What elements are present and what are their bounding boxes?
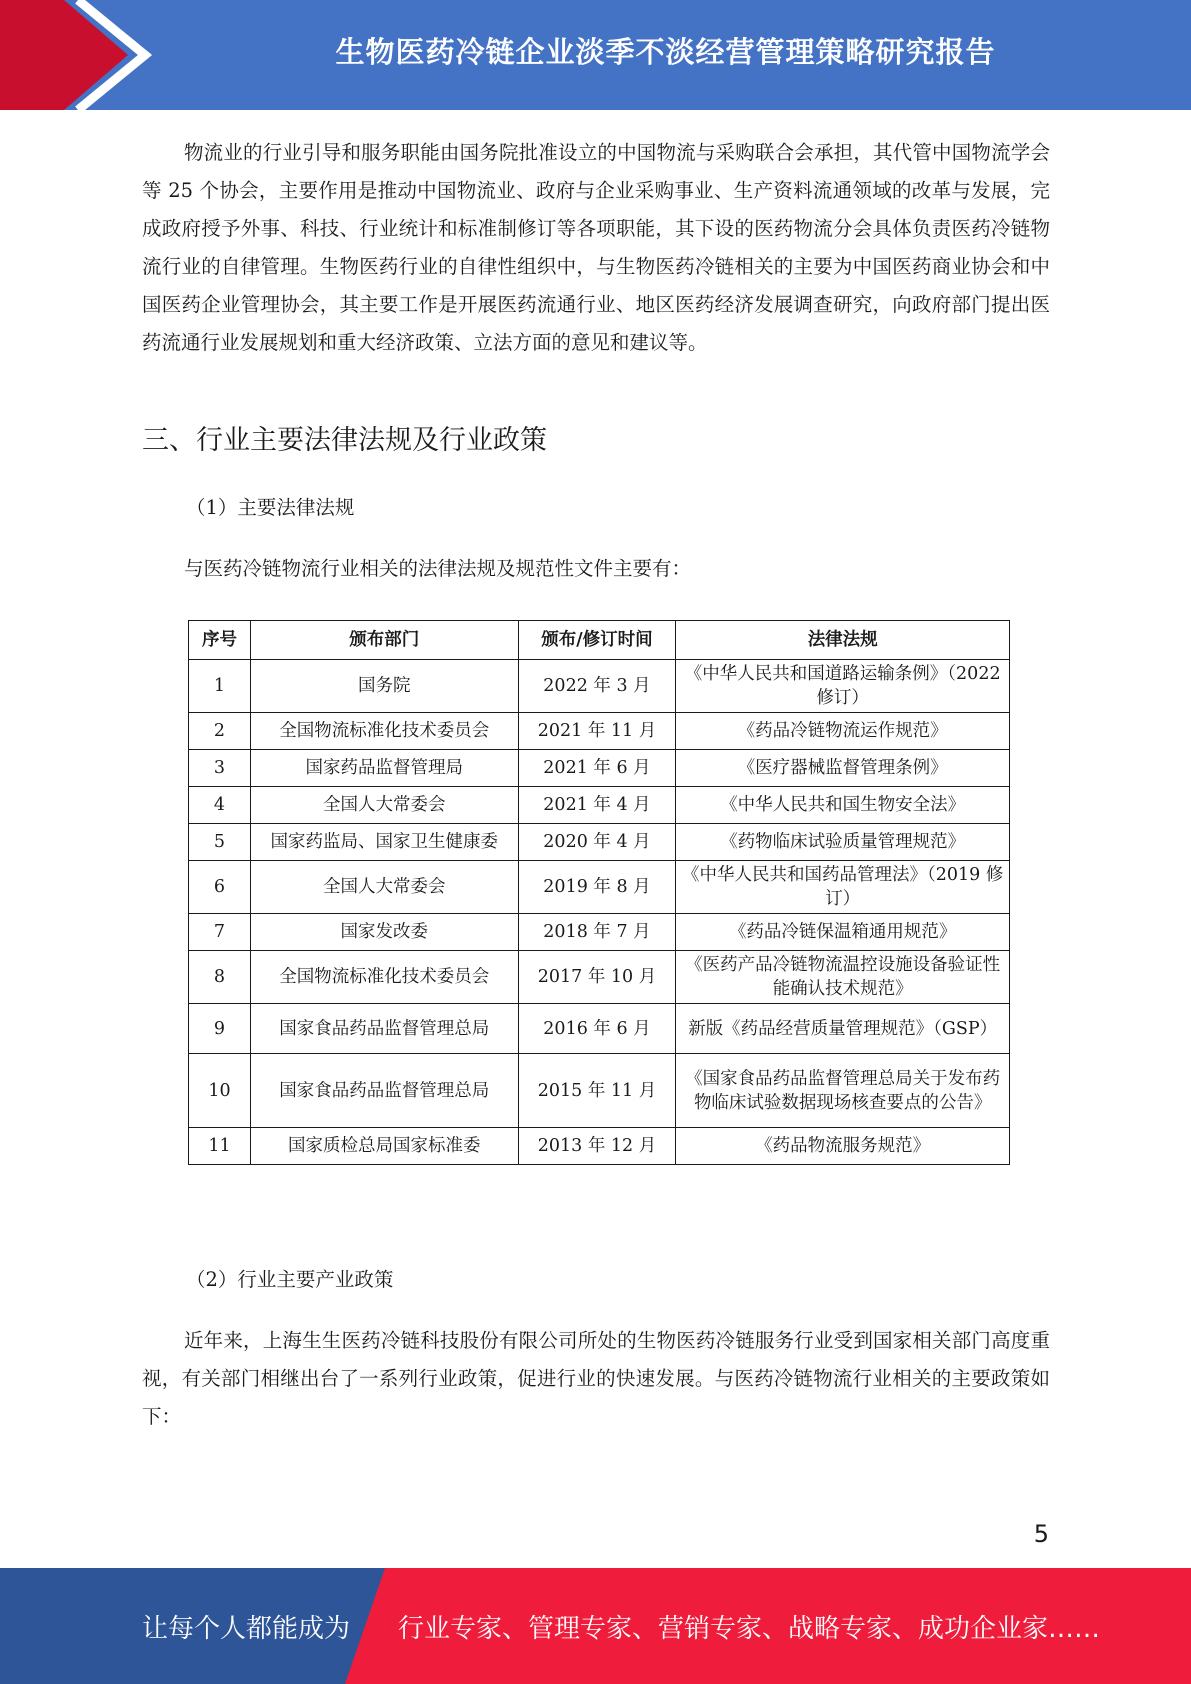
cell-law: 《药品冷链保温箱通用规范》 [676, 914, 1010, 951]
header-red-arrow [0, 0, 128, 110]
subsection-2-title: （2）行业主要产业政策 [186, 1268, 394, 1291]
cell-law: 新版《药品经营质量管理规范》（GSP） [676, 1004, 1010, 1054]
cell-department: 全国人大常委会 [250, 861, 518, 914]
cell-date: 2022 年 3 月 [518, 660, 676, 713]
report-title: 生物医药冷链企业淡季不淡经营管理策略研究报告 [335, 34, 996, 69]
cell-index: 10 [189, 1054, 251, 1128]
footer-slogan-right: 行业专家、管理专家、营销专家、战略专家、成功企业家…… [398, 1613, 1101, 1644]
page-footer [0, 1568, 1191, 1684]
subsection-1-intro: 与医药冷链物流行业相关的法律法规及规范性文件主要有： [184, 557, 692, 580]
cell-index: 4 [189, 787, 251, 824]
cell-date: 2016 年 6 月 [518, 1004, 676, 1054]
cell-department: 国家食品药品监督管理总局 [250, 1004, 518, 1054]
cell-department: 国务院 [250, 660, 518, 713]
cell-index: 7 [189, 914, 251, 951]
header-cell-index: 序号 [189, 621, 251, 660]
table-row [189, 1054, 1010, 1128]
cell-department: 国家药监局、国家卫生健康委 [250, 824, 518, 861]
cell-law: 《医药产品冷链物流温控设施设备验证性能确认技术规范》 [676, 951, 1010, 1004]
laws-table [188, 620, 1010, 1165]
header-cell-department: 颁布部门 [250, 621, 518, 660]
header-cell-date: 颁布/修订时间 [518, 621, 676, 660]
cell-law: 《中华人民共和国道路运输条例》（2022 修订） [676, 660, 1010, 713]
cell-department: 国家食品药品监督管理总局 [250, 1054, 518, 1128]
cell-index: 2 [189, 713, 251, 750]
subsection-1-title: （1）主要法律法规 [186, 496, 355, 519]
section-heading: 三、行业主要法律法规及行业政策 [142, 425, 547, 456]
cell-law: 《药品物流服务规范》 [676, 1128, 1010, 1165]
cell-department: 全国物流标准化技术委员会 [250, 951, 518, 1004]
cell-index: 5 [189, 824, 251, 861]
table-row [189, 1004, 1010, 1054]
table-row [189, 660, 1010, 713]
cell-date: 2013 年 12 月 [518, 1128, 676, 1165]
table-row [189, 750, 1010, 787]
cell-department: 国家发改委 [250, 914, 518, 951]
cell-law: 《中华人民共和国药品管理法》（2019 修订） [676, 861, 1010, 914]
cell-index: 8 [189, 951, 251, 1004]
cell-date: 2021 年 4 月 [518, 787, 676, 824]
cell-index: 3 [189, 750, 251, 787]
cell-index: 6 [189, 861, 251, 914]
cell-department: 国家质检总局国家标准委 [250, 1128, 518, 1165]
page-number: 5 [1033, 1520, 1049, 1548]
table-row [189, 824, 1010, 861]
cell-date: 2015 年 11 月 [518, 1054, 676, 1128]
table-row [189, 787, 1010, 824]
table-header-row [189, 621, 1010, 660]
table-row [189, 713, 1010, 750]
cell-date: 2019 年 8 月 [518, 861, 676, 914]
cell-index: 11 [189, 1128, 251, 1165]
cell-date: 2017 年 10 月 [518, 951, 676, 1004]
cell-index: 9 [189, 1004, 251, 1054]
header-cell-law: 法律法规 [676, 621, 1010, 660]
cell-department: 全国人大常委会 [250, 787, 518, 824]
table-row [189, 951, 1010, 1004]
cell-date: 2020 年 4 月 [518, 824, 676, 861]
table-row [189, 1128, 1010, 1165]
cell-law: 《药品冷链物流运作规范》 [676, 713, 1010, 750]
intro-paragraph: 物流业的行业引导和服务职能由国务院批准设立的中国物流与采购联合会承担，其代管中国物流学会等 25 个协会，主要作用是推动中国物流业、政府与企业采购事业、生产资料流通领域的改革与发展，完成政府授予外事、科技、行业统计和标准制修订等各项职能，其下设的医药物流分会具体负责医药冷链物流行业的自律管理。生物医药行业的自律性组织中，与生物医药冷链相关的主要为中国医药商业协会和中国医药企业管理协会，其主要工作是开展医药流通行业、地区医药经济发展调查研究，向政府部门提出医药流通行业发展规划和重大经济政策、立法方面的意见和建议等。 [142, 141, 1050, 354]
cell-department: 国家药品监督管理局 [250, 750, 518, 787]
cell-index: 1 [189, 660, 251, 713]
cell-date: 2018 年 7 月 [518, 914, 676, 951]
subsection-2-paragraph: 近年来，上海生生医药冷链科技股份有限公司所处的生物医药冷链服务行业受到国家相关部门高度重视，有关部门相继出台了一系列行业政策，促进行业的快速发展。与医药冷链物流行业相关的主要政策如下： [142, 1329, 1050, 1428]
cell-law: 《药物临床试验质量管理规范》 [676, 824, 1010, 861]
cell-law: 《医疗器械监督管理条例》 [676, 750, 1010, 787]
cell-date: 2021 年 6 月 [518, 750, 676, 787]
table-row [189, 914, 1010, 951]
cell-law: 《国家食品药品监督管理总局关于发布药物临床试验数据现场核查要点的公告》 [676, 1054, 1010, 1128]
table-row [189, 861, 1010, 914]
footer-slogan-left: 让每个人都能成为 [142, 1613, 351, 1644]
cell-date: 2021 年 11 月 [518, 713, 676, 750]
cell-department: 全国物流标准化技术委员会 [250, 713, 518, 750]
cell-law: 《中华人民共和国生物安全法》 [676, 787, 1010, 824]
page-header [0, 0, 1191, 110]
